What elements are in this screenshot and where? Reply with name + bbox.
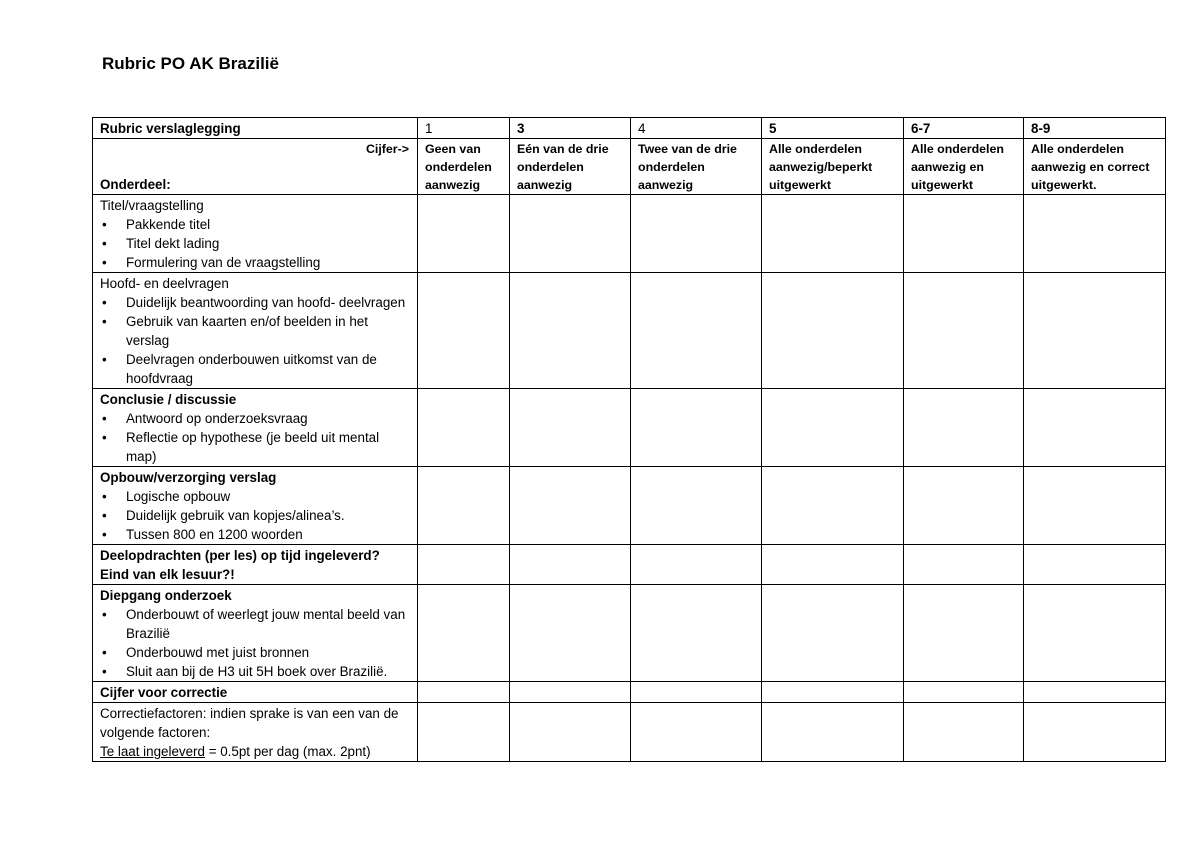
criterion-list	[100, 605, 413, 681]
score-cell[interactable]	[904, 273, 1024, 389]
score-cell[interactable]	[631, 467, 762, 545]
score-cell[interactable]	[1024, 195, 1166, 273]
criterion-list	[100, 215, 413, 272]
score-cell[interactable]	[631, 389, 762, 467]
score-cell[interactable]	[762, 545, 904, 585]
criterion-row	[93, 585, 1166, 682]
score-cell[interactable]	[418, 389, 510, 467]
score-cell[interactable]	[631, 545, 762, 585]
scale-description: Alle onderdelen aanwezig en correct uitgewerkt.	[1024, 139, 1166, 195]
late-label: Te laat ingeleverd	[100, 744, 205, 759]
score-cell[interactable]	[762, 273, 904, 389]
score-cell[interactable]	[510, 585, 631, 682]
criterion-item: • Logische opbouw	[100, 487, 413, 506]
grade-header-3: 3	[510, 118, 631, 139]
score-cell[interactable]	[510, 703, 631, 762]
criterion-title: Titel/vraagstelling	[100, 198, 204, 213]
criterion-item: • Antwoord op onderzoeksvraag	[100, 409, 413, 428]
cijfer-label: Cijfer->	[365, 142, 409, 156]
rubric-table	[92, 117, 1166, 762]
score-cell[interactable]	[904, 467, 1024, 545]
score-cell[interactable]	[510, 545, 631, 585]
criterion-title: Hoofd- en deelvragen	[100, 276, 229, 291]
criterion-item: • Onderbouwd met juist bronnen	[100, 643, 413, 662]
score-cell[interactable]	[631, 273, 762, 389]
criterion-cell	[93, 585, 418, 682]
document-title: Rubric PO AK Brazilië	[102, 54, 279, 73]
criterion-item: • Pakkende titel	[100, 215, 413, 234]
criterion-row	[93, 545, 1166, 585]
criterion-item: • Duidelijk beantwoording van hoofd- deelvragen	[100, 293, 413, 312]
score-cell[interactable]	[418, 545, 510, 585]
scale-description: Twee van de drie onderdelen aanwezig	[631, 139, 762, 195]
score-cell[interactable]	[510, 273, 631, 389]
grade-header-6-7: 6-7	[904, 118, 1024, 139]
score-cell[interactable]	[510, 467, 631, 545]
score-cell[interactable]	[904, 703, 1024, 762]
score-cell[interactable]	[762, 195, 904, 273]
score-cell[interactable]	[1024, 682, 1166, 703]
score-cell[interactable]	[418, 273, 510, 389]
criterion-cell	[93, 389, 418, 467]
criterion-cell	[93, 273, 418, 389]
score-cell[interactable]	[762, 389, 904, 467]
criterion-row	[93, 389, 1166, 467]
score-cell[interactable]	[762, 585, 904, 682]
header-label: Rubric verslaglegging	[93, 118, 418, 139]
criterion-list	[100, 293, 413, 388]
score-cell[interactable]	[631, 703, 762, 762]
correction-factors-row	[93, 703, 1166, 762]
score-cell[interactable]	[904, 195, 1024, 273]
scale-label-cell	[93, 139, 418, 195]
score-cell[interactable]	[1024, 703, 1166, 762]
late-penalty-text: = 0.5pt per dag (max. 2pnt)	[204, 744, 371, 759]
score-cell[interactable]	[510, 389, 631, 467]
scale-description: Eén van de drie onderdelen aanwezig	[510, 139, 631, 195]
score-cell[interactable]	[418, 703, 510, 762]
score-cell[interactable]	[631, 682, 762, 703]
grade-header-8-9: 8-9	[1024, 118, 1166, 139]
criterion-title: Eind van elk lesuur?!	[100, 567, 235, 582]
criterion-item: • Formulering van de vraagstelling	[100, 253, 413, 272]
criterion-row	[93, 195, 1166, 273]
score-cell[interactable]	[762, 682, 904, 703]
criterion-list	[100, 409, 413, 466]
criterion-item: • Duidelijk gebruik van kopjes/alinea’s.	[100, 506, 413, 525]
criterion-title: Opbouw/verzorging verslag	[100, 470, 277, 485]
criterion-item: • Deelvragen onderbouwen uitkomst van de hoofdvraag	[100, 350, 413, 388]
score-cell[interactable]	[904, 682, 1024, 703]
criterion-item: • Titel dekt lading	[100, 234, 413, 253]
score-cell[interactable]	[762, 703, 904, 762]
score-cell[interactable]	[904, 389, 1024, 467]
score-cell[interactable]	[1024, 545, 1166, 585]
criterion-item: • Gebruik van kaarten en/of beelden in het verslag	[100, 312, 413, 350]
scale-description: Alle onderdelen aanwezig en uitgewerkt	[904, 139, 1024, 195]
scale-row	[93, 139, 1166, 195]
criterion-item: • Reflectie op hypothese (je beeld uit mental map)	[100, 428, 413, 466]
criterion-row	[93, 273, 1166, 389]
criterion-item: • Sluit aan bij de H3 uit 5H boek over Brazilië.	[100, 662, 413, 681]
grade-header-5: 5	[762, 118, 904, 139]
onderdeel-label: Onderdeel:	[100, 177, 171, 192]
grade-before-correction-label: Cijfer voor correctie	[93, 682, 418, 703]
scale-description: Geen van onderdelen aanwezig	[418, 139, 510, 195]
score-cell[interactable]	[418, 585, 510, 682]
score-cell[interactable]	[1024, 389, 1166, 467]
correction-factors-text: Correctiefactoren: indien sprake is van een van de volgende factoren:	[100, 706, 399, 740]
header-row	[93, 118, 1166, 139]
score-cell[interactable]	[418, 467, 510, 545]
score-cell[interactable]	[904, 585, 1024, 682]
criterion-title: Diepgang onderzoek	[100, 588, 232, 603]
score-cell[interactable]	[762, 467, 904, 545]
grade-before-correction-row	[93, 682, 1166, 703]
score-cell[interactable]	[1024, 585, 1166, 682]
score-cell[interactable]	[631, 195, 762, 273]
grade-header-1: 1	[418, 118, 510, 139]
score-cell[interactable]	[1024, 273, 1166, 389]
criterion-row	[93, 467, 1166, 545]
score-cell[interactable]	[418, 195, 510, 273]
late-penalty	[100, 742, 413, 761]
criterion-title: Deelopdrachten (per les) op tijd ingeleverd?	[100, 548, 380, 563]
criterion-cell	[93, 467, 418, 545]
scale-description: Alle onderdelen aanwezig/beperkt uitgewerkt	[762, 139, 904, 195]
criterion-title: Conclusie / discussie	[100, 392, 237, 407]
score-cell[interactable]	[510, 195, 631, 273]
score-cell[interactable]	[631, 585, 762, 682]
correction-factors-cell	[93, 703, 418, 762]
grade-header-4: 4	[631, 118, 762, 139]
score-cell[interactable]	[904, 545, 1024, 585]
score-cell[interactable]	[510, 682, 631, 703]
score-cell[interactable]	[1024, 467, 1166, 545]
criterion-list	[100, 487, 413, 544]
criterion-item: • Tussen 800 en 1200 woorden	[100, 525, 413, 544]
criterion-item: • Onderbouwt of weerlegt jouw mental beeld van Brazilië	[100, 605, 413, 643]
criterion-cell	[93, 195, 418, 273]
score-cell[interactable]	[418, 682, 510, 703]
criterion-cell	[93, 545, 418, 585]
